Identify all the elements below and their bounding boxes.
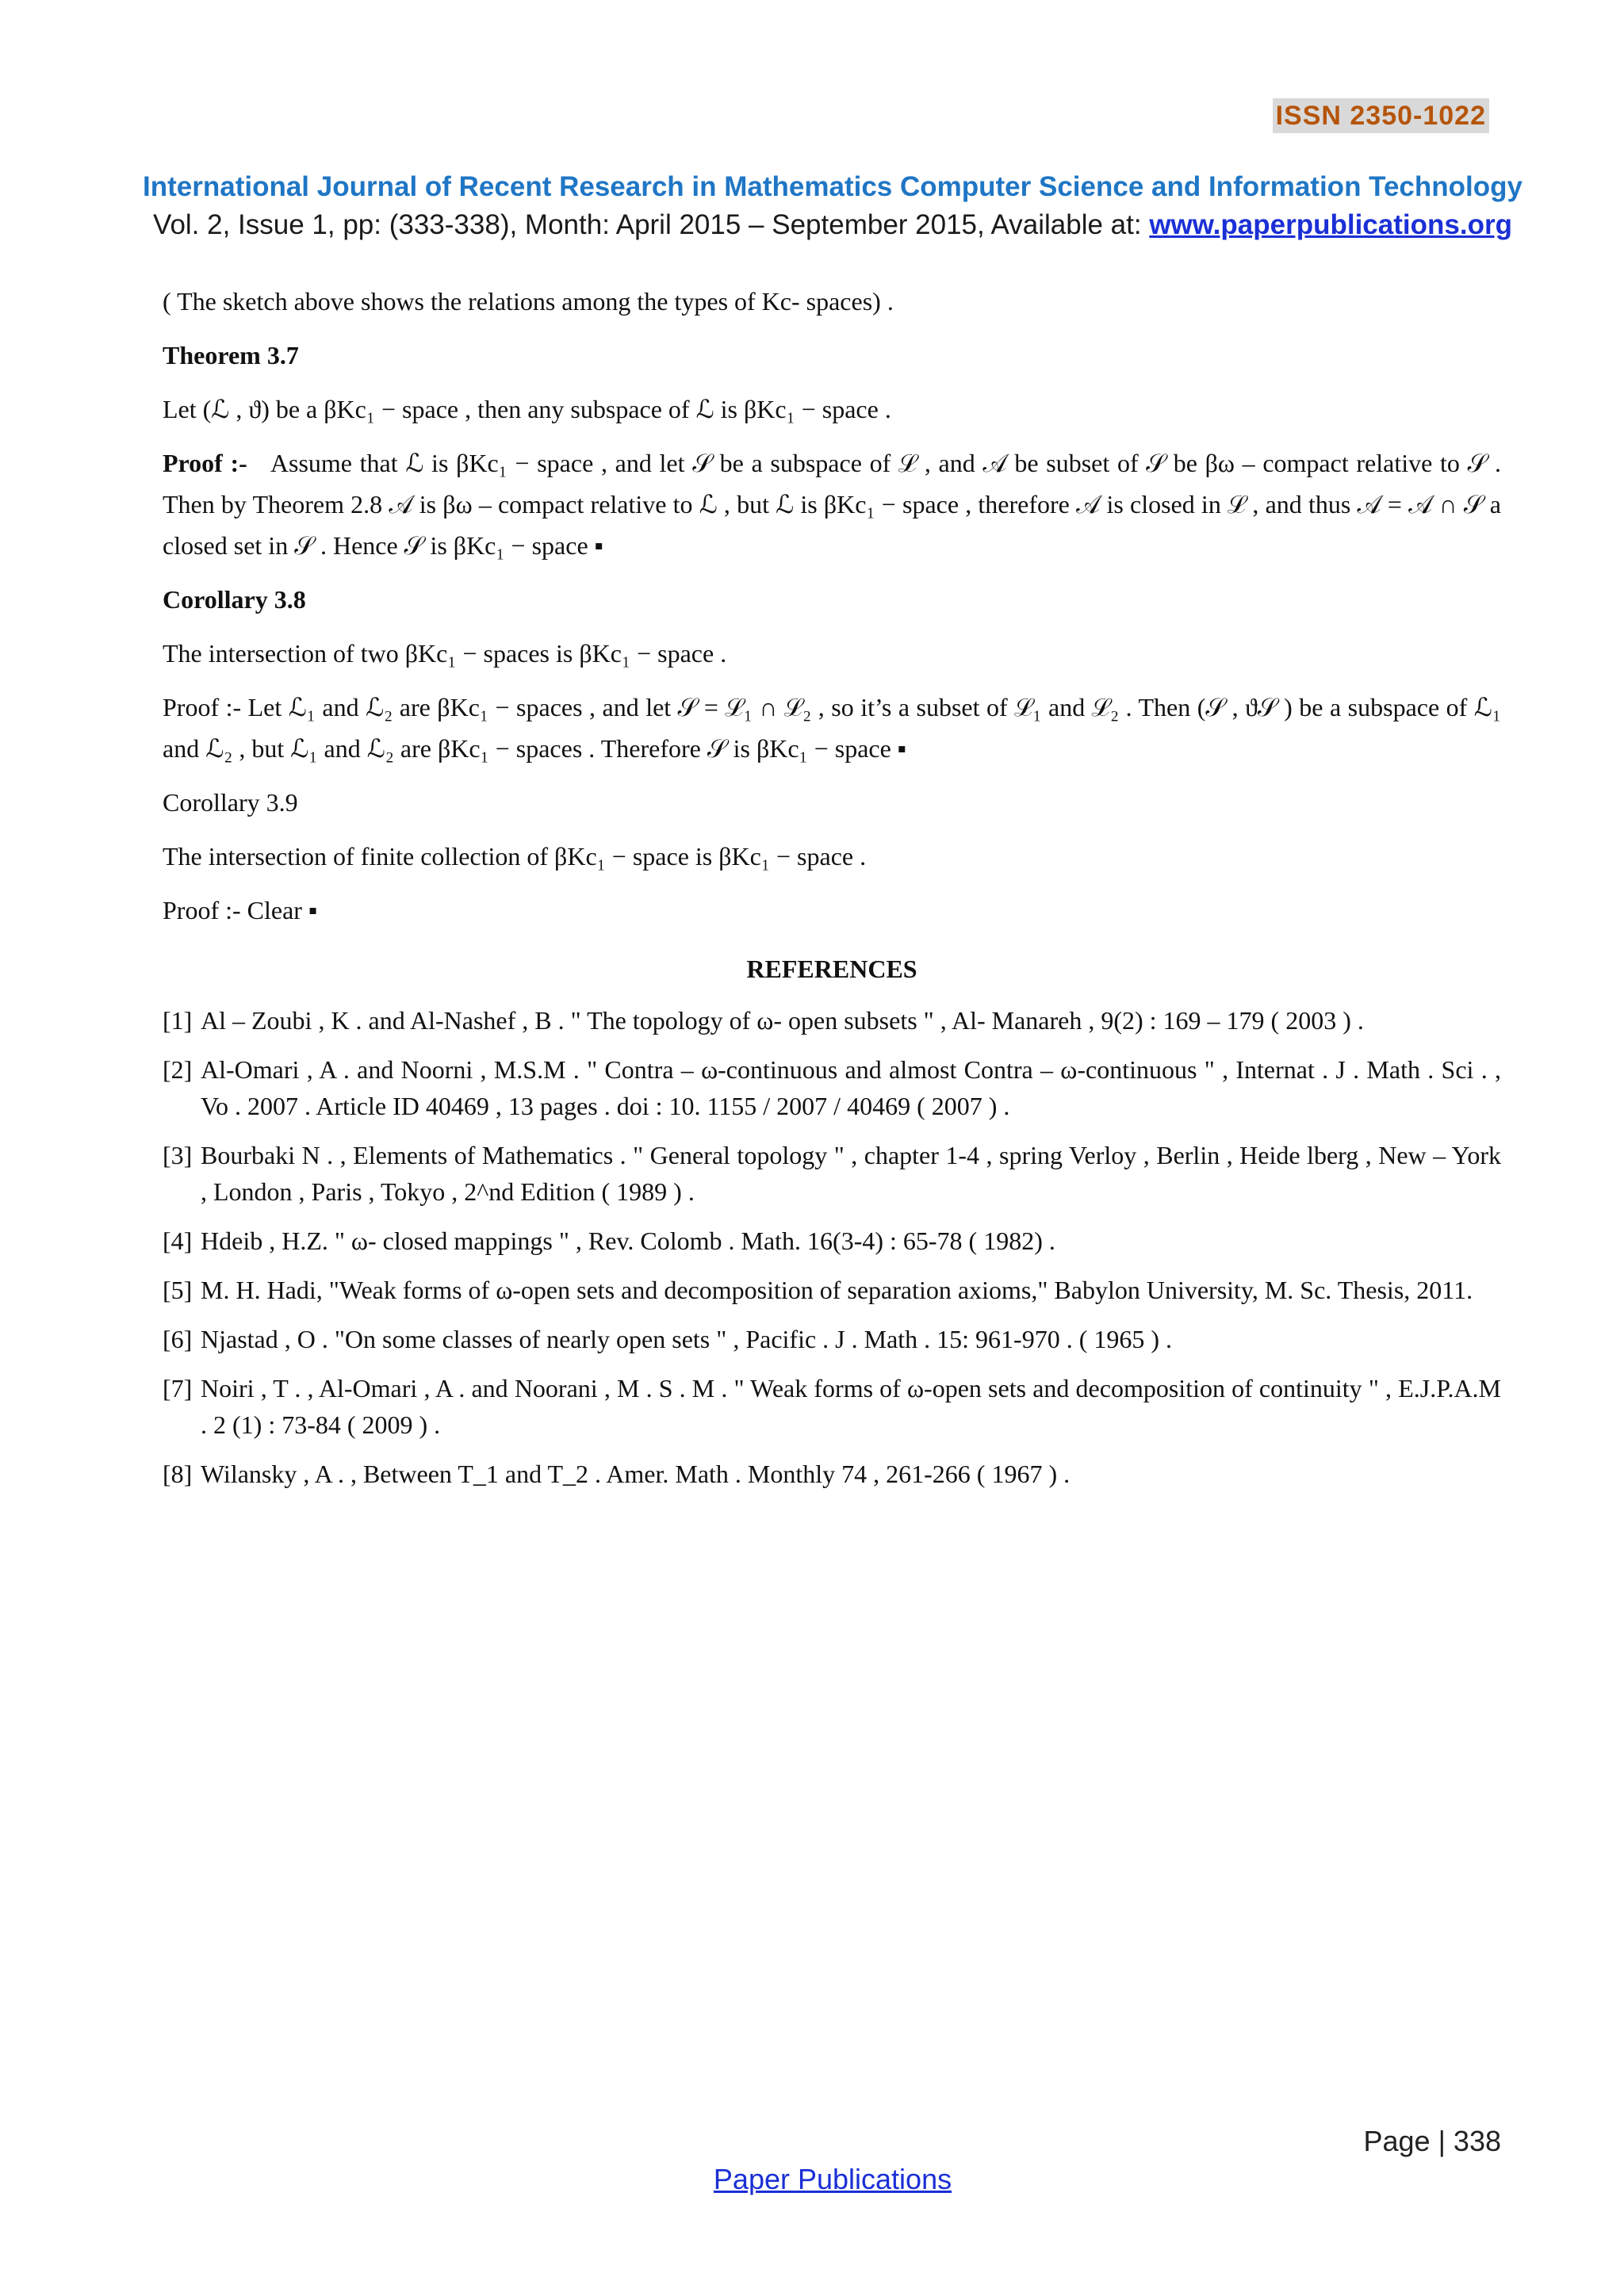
corollary-3-9-title: Corollary 3.9	[163, 788, 298, 817]
reference-item	[163, 1223, 1501, 1259]
reference-number: [4]	[163, 1226, 193, 1255]
journal-volume-info: Vol. 2, Issue 1, pp: (333-338), Month: April 2015 – September 2015, Available at:	[153, 209, 1150, 240]
proof-text: Assume that ℒ is βKc₁ − space , and let 𝒮 be a subspace of ℒ , and 𝒜 be subset of 𝒮 be βω – compact relative to 𝒮 . Then by Theorem 2.8 𝒜 is βω – compact relative to ℒ , but ℒ is βKc₁ − space , therefore 𝒜 is closed in ℒ , and thus 𝒜 = 𝒜 ∩ 𝒮 a closed set in 𝒮 . Hence 𝒮 is βKc₁ − space ▪	[163, 449, 1502, 560]
sketch-note: ( The sketch above shows the relations among the types of Kc- spaces) .	[163, 287, 894, 316]
proof-label: Proof :-	[163, 449, 247, 477]
corollary-3-9-statement: The intersection of finite collection of βKc₁ − space is βKc₁ − space .	[163, 842, 867, 871]
reference-item	[163, 1321, 1501, 1357]
theorem-statement: Let (ℒ , ϑ) be a βKc₁ − space , then any subspace of ℒ is βKc₁ − space .	[163, 395, 891, 423]
reference-text: M. H. Hadi, "Weak forms of ω-open sets and decomposition of separation axioms," Babylon University, M. Sc. Thesis, 2011.	[201, 1276, 1473, 1304]
references-heading: REFERENCES	[746, 955, 917, 983]
reference-text: Al – Zoubi , K . and Al-Nashef , B . " The topology of ω- open subsets " , Al- Manareh , 9(2) : 169 – 179 ( 2003 ) .	[201, 1006, 1364, 1035]
references-list	[163, 1002, 1501, 1492]
page-number: Page | 338	[1363, 2125, 1501, 2157]
journal-title: International Journal of Recent Research in Mathematics Computer Science and Information Technology	[143, 171, 1522, 202]
corollary-3-9-proof: Proof :- Clear ▪	[163, 896, 318, 924]
reference-text: Njastad , O . "On some classes of nearly open sets " , Pacific . J . Math . 15: 961-970 . ( 1965 ) .	[201, 1325, 1173, 1353]
issn-label: ISSN 2350-1022	[1273, 98, 1489, 133]
reference-text: Noiri , T . , Al-Omari , A . and Noorani , M . S . M . " Weak forms of ω-open sets and decomposition of continuity " , E.J.P.A.M . 2 (1) : 73-84 ( 2009 ) .	[201, 1374, 1501, 1439]
reference-text: Wilansky , A . , Between T_1 and T_2 . Amer. Math . Monthly 74 , 261-266 ( 1967 ) .	[201, 1460, 1071, 1488]
reference-number: [3]	[163, 1141, 193, 1169]
reference-item	[163, 1272, 1501, 1308]
reference-item	[163, 1051, 1501, 1124]
reference-number: [6]	[163, 1325, 193, 1353]
reference-item	[163, 1456, 1501, 1492]
corollary-3-8-title: Corollary 3.8	[163, 585, 306, 614]
theorem-title: Theorem 3.7	[163, 341, 299, 369]
reference-number: [5]	[163, 1276, 193, 1304]
reference-number: [1]	[163, 1006, 193, 1035]
paper-body	[163, 281, 1501, 1492]
corollary-3-8-statement: The intersection of two βKc₁ − spaces is βKc₁ − space .	[163, 639, 727, 668]
reference-text: Al-Omari , A . and Noorni , M.S.M . " Contra – ω-continuous and almost Contra – ω-continuous " , Internat . J . Math . Sci . , Vo . 2007 . Article ID 40469 , 13 pages . doi : 10. 1155 / 2007 / 40469 ( 2007 ) .	[201, 1055, 1501, 1120]
reference-number: [8]	[163, 1460, 193, 1488]
reference-number: [7]	[163, 1374, 193, 1402]
publisher-link[interactable]: Paper Publications	[713, 2163, 952, 2195]
footer-publisher	[0, 2163, 1624, 2196]
reference-item	[163, 1137, 1501, 1210]
reference-item	[163, 1370, 1501, 1443]
theorem-proof	[163, 442, 1501, 566]
reference-text: Bourbaki N . , Elements of Mathematics . " General topology " , chapter 1-4 , spring Verloy , Berlin , Heide lberg , New – York , London , Paris , Tokyo , 2^nd Edition ( 1989 ) .	[201, 1141, 1501, 1206]
corollary-3-8-proof: Proof :- Let ℒ₁ and ℒ₂ are βKc₁ − spaces , and let 𝒮 = ℒ₁ ∩ ℒ₂ , so it’s a subset of ℒ₁ and ℒ₂ . Then (𝒮 , ϑ𝒮 ) be a subspace of ℒ₁ and ℒ₂ , but ℒ₁ and ℒ₂ are βKc₁ − spaces . Therefore 𝒮 is βKc₁ − space ▪	[163, 693, 1501, 763]
reference-number: [2]	[163, 1055, 193, 1084]
journal-website-link[interactable]: www.paperpublications.org	[1149, 209, 1512, 240]
journal-info	[0, 209, 1624, 241]
reference-item	[163, 1002, 1501, 1039]
reference-text: Hdeib , H.Z. " ω- closed mappings " , Rev. Colomb . Math. 16(3-4) : 65-78 ( 1982) .	[201, 1226, 1055, 1255]
